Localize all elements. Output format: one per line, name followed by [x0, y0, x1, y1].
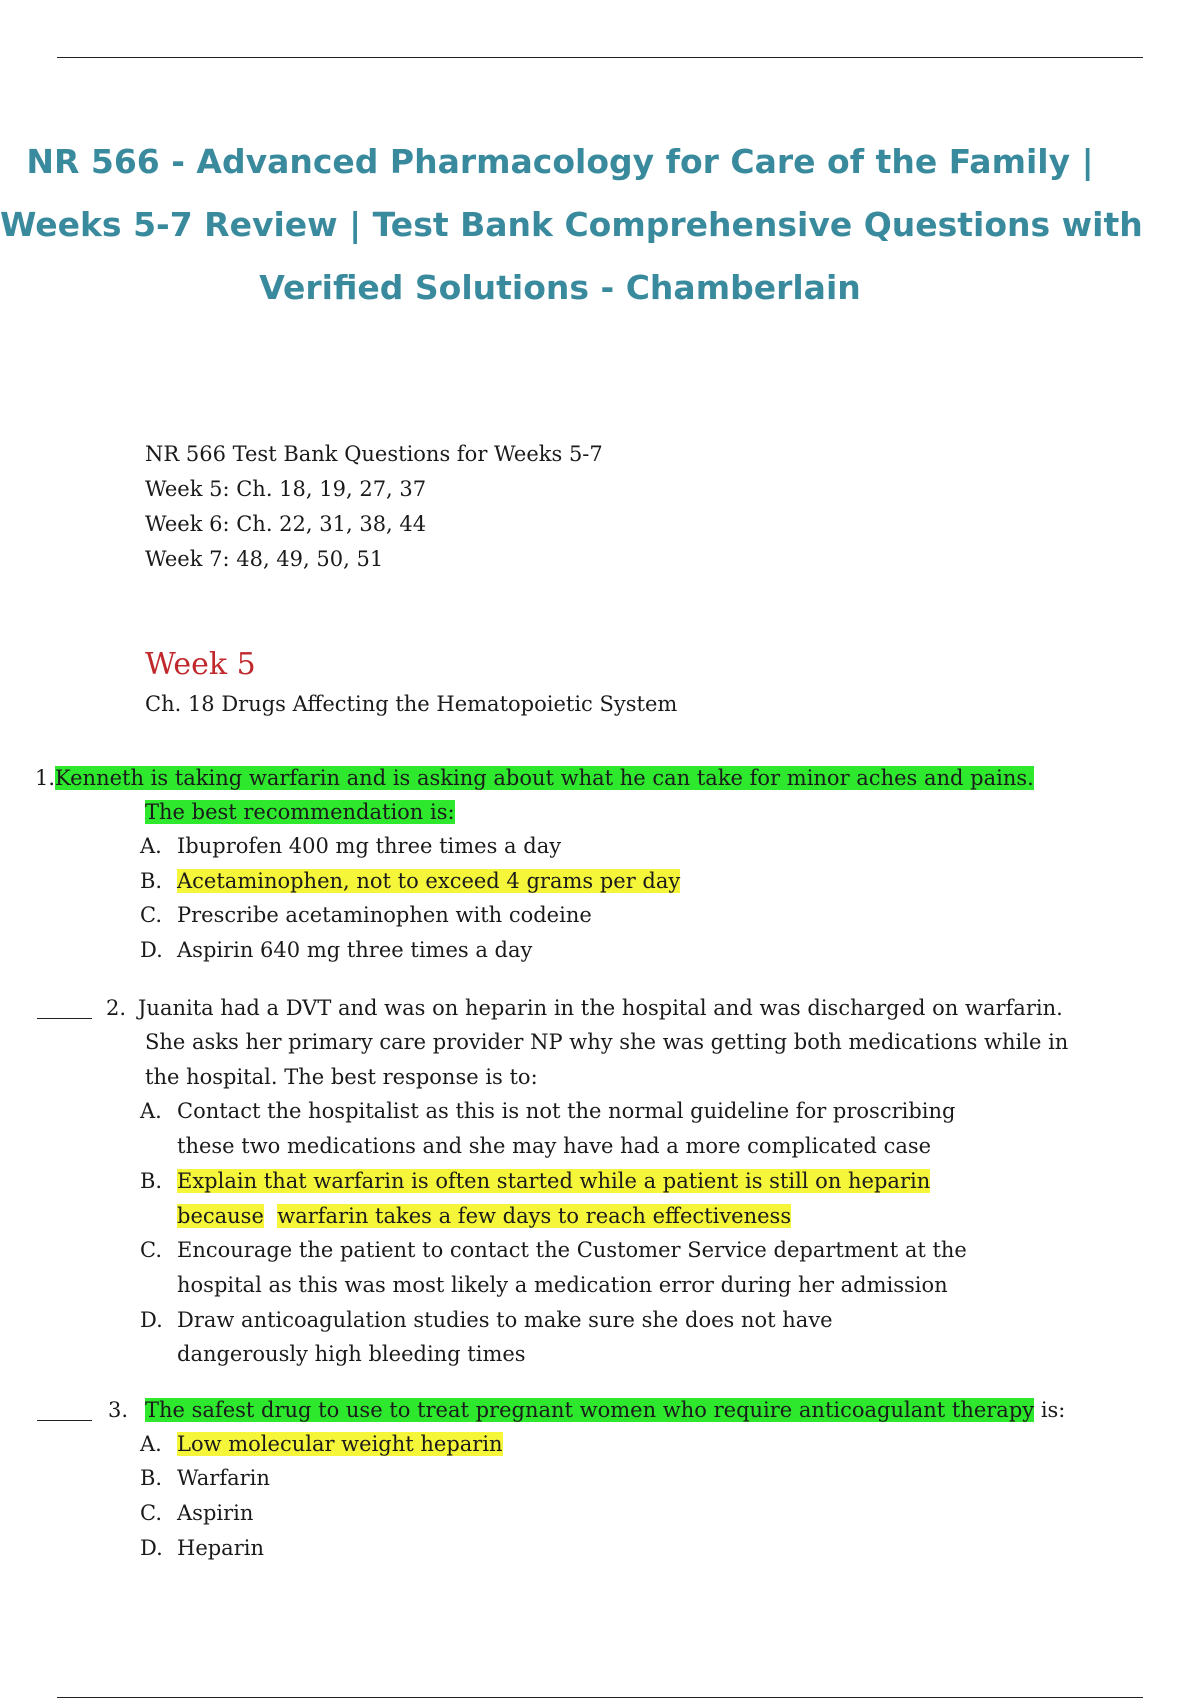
option-text-continued: hospital as this was most likely a medication error during her admission	[177, 1273, 948, 1297]
info-line: Week 7: 48, 49, 50, 51	[145, 547, 384, 571]
option-letter: D.	[140, 1536, 163, 1560]
option-letter: B.	[140, 1169, 163, 1193]
option-text: Acetaminophen, not to exceed 4 grams per day	[177, 869, 681, 893]
option-text-continued: these two medications and she may have had a more complicated case	[177, 1134, 932, 1158]
option-letter: C.	[140, 903, 162, 927]
option-b-correct	[140, 869, 680, 893]
option-letter: C.	[140, 1501, 162, 1525]
option-text: Contact the hospitalist as this is not the normal guideline for proscribing	[177, 1099, 956, 1123]
option-letter: A.	[140, 1099, 162, 1123]
question-number: 1.	[35, 766, 56, 790]
question-number: 3.	[108, 1398, 129, 1422]
option-c	[140, 903, 592, 927]
question-stem: Juanita had a DVT and was on heparin in the hospital and was discharged on warfarin.	[138, 996, 1063, 1020]
title-line: Weeks 5-7 Review | Test Bank Comprehensive Questions with	[0, 205, 1143, 244]
answer-blank	[37, 1420, 92, 1421]
info-line: Week 6: Ch. 22, 31, 38, 44	[145, 512, 427, 536]
option-b	[140, 1466, 270, 1490]
week-heading: Week 5	[145, 647, 256, 682]
option-text-continued	[177, 1204, 791, 1228]
option-d	[140, 1536, 264, 1560]
option-d	[140, 938, 532, 962]
option-text: Aspirin	[177, 1501, 254, 1525]
title-line: Verified Solutions - Chamberlain	[259, 268, 861, 307]
option-b-correct	[140, 1169, 930, 1193]
option-letter: D.	[140, 938, 163, 962]
info-line: NR 566 Test Bank Questions for Weeks 5-7	[145, 442, 603, 466]
info-line: Week 5: Ch. 18, 19, 27, 37	[145, 477, 427, 501]
option-text: Draw anticoagulation studies to make sure she does not have	[177, 1308, 833, 1332]
question-stem: She asks her primary care provider NP why she was getting both medications while in	[145, 1030, 1069, 1054]
option-d	[140, 1308, 833, 1332]
option-letter: D.	[140, 1308, 163, 1332]
answer-blank	[37, 1018, 92, 1019]
option-text: Aspirin 640 mg three times a day	[177, 938, 533, 962]
title-line: NR 566 - Advanced Pharmacology for Care of the Family |	[26, 142, 1094, 181]
question-stem-highlighted: The safest drug to use to treat pregnant women who require anticoagulant therapy	[145, 1398, 1035, 1422]
bottom-rule	[57, 1697, 1143, 1698]
option-text: Heparin	[177, 1536, 264, 1560]
option-c	[140, 1501, 253, 1525]
option-text: Warfarin	[177, 1466, 270, 1490]
option-text-part: warfarin takes a few days to reach effectiveness	[277, 1204, 792, 1228]
option-text-continued: dangerously high bleeding times	[177, 1342, 526, 1366]
option-letter: A.	[140, 1432, 162, 1456]
question-stem: The best recommendation is:	[145, 800, 455, 824]
option-text: Ibuprofen 400 mg three times a day	[177, 834, 562, 858]
question-stem-end: is:	[1034, 1398, 1066, 1422]
option-text: Prescribe acetaminophen with codeine	[177, 903, 592, 927]
question-stem	[145, 1398, 1065, 1422]
option-text: Encourage the patient to contact the Customer Service department at the	[177, 1238, 967, 1262]
option-c	[140, 1238, 967, 1262]
option-letter: B.	[140, 1466, 163, 1490]
test-bank-info	[145, 437, 603, 577]
option-text: Low molecular weight heparin	[177, 1432, 503, 1456]
option-letter: C.	[140, 1238, 162, 1262]
chapter-heading: Ch. 18 Drugs Affecting the Hematopoietic System	[145, 692, 678, 716]
question-stem: Kenneth is taking warfarin and is asking about what he can take for minor aches and pains.	[55, 766, 1034, 790]
option-a	[140, 1099, 955, 1123]
top-rule	[57, 57, 1143, 58]
question-number: 2.	[106, 996, 127, 1020]
option-letter: A.	[140, 834, 162, 858]
option-letter: B.	[140, 869, 163, 893]
option-text: Explain that warfarin is often started while a patient is still on heparin	[177, 1169, 931, 1193]
option-a	[140, 834, 561, 858]
option-text-part: because	[177, 1204, 264, 1228]
question-stem: the hospital. The best response is to:	[145, 1065, 538, 1089]
document-title	[0, 130, 1143, 319]
option-a-correct	[140, 1432, 503, 1456]
